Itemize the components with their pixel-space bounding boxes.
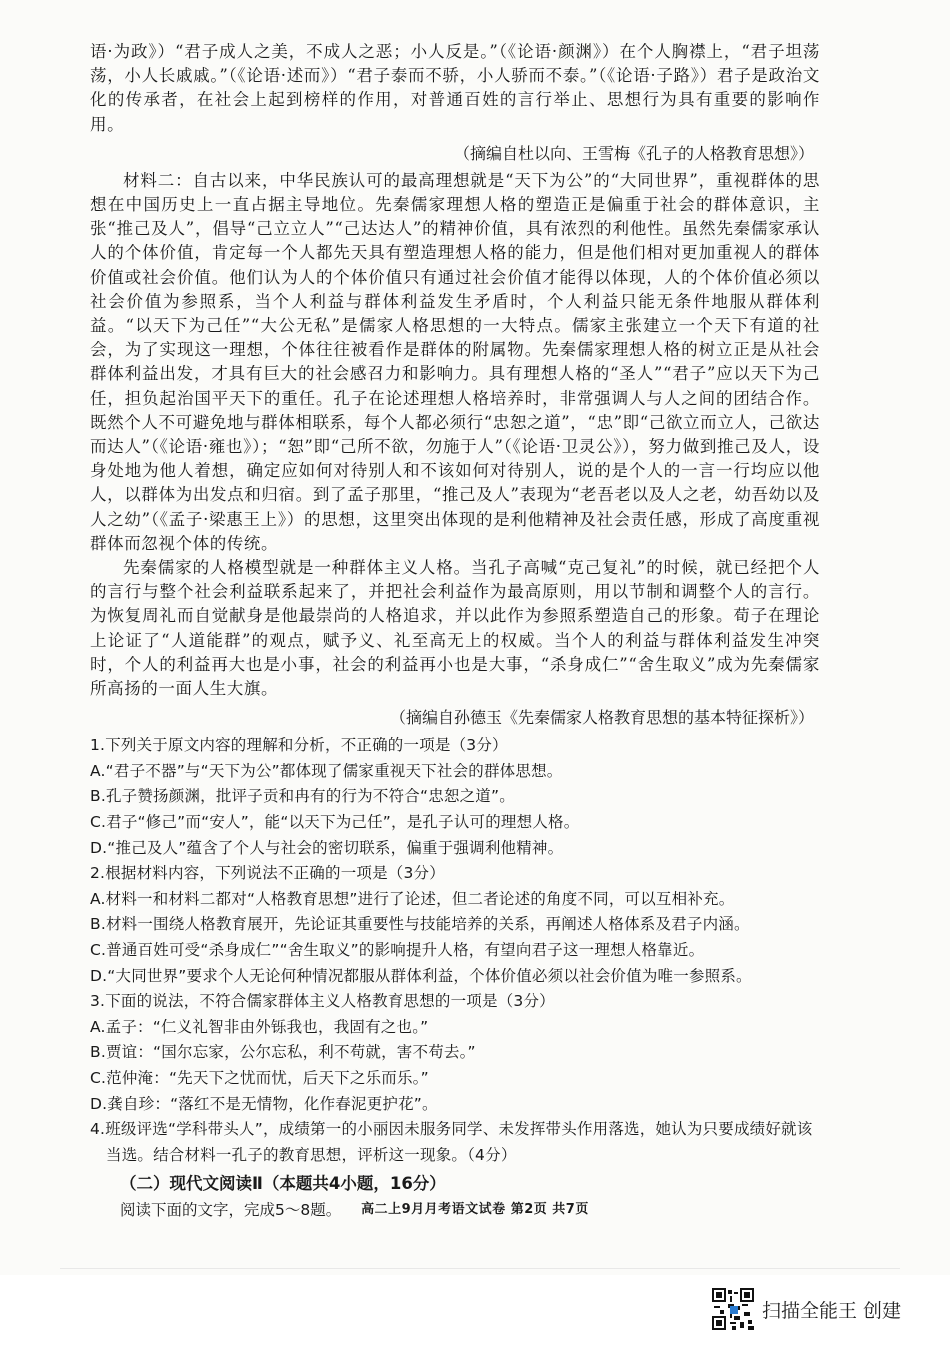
question-1 bbox=[90, 733, 820, 861]
section-title: （二）现代文阅读Ⅱ（本题共4小题，16分） bbox=[120, 1174, 446, 1194]
material1-tail: 语·为政》）“君子成人之美，不成人之恶；小人反是。”（《论语·颜渊》）在个人胸襟上，“君子坦荡荡，小人长戚戚。”（《论语·述而》）“君子泰而不骄，小人骄而不泰。”（《论语·子路》）君子是政治文化的传承者，在社会上起到榜样的作用，对普通百姓的言行举止、思想行为具有重要的影响作用。 bbox=[90, 42, 820, 134]
source-citation-1: （摘编自杜以向、王雪梅《孔子的人格教育思想》） bbox=[453, 143, 814, 163]
option-b: B.贾谊：“国尔忘家，公尔忘私，利不苟就，害不苟去。” bbox=[90, 1043, 476, 1062]
question-stem: 4.班级评选“学科带头人”，成绩第一的小丽因未服务同学、未发挥带头作用落选，她认为只要成绩好就该当选。结合材料一孔子的教育思想，评析这一现象。（4分） bbox=[90, 1120, 813, 1164]
scan-edge-divider bbox=[60, 1268, 900, 1269]
page-content bbox=[90, 40, 820, 1222]
option-d: D.“推己及人”蕴含了个人与社会的密切联系，偏重于强调利他精神。 bbox=[90, 838, 564, 857]
option-b: B.材料一围绕人格教育展开，先论证其重要性与技能培养的关系，再阐述人格体系及君子内涵。 bbox=[90, 915, 750, 934]
scanner-watermark bbox=[712, 1287, 901, 1331]
question-stem: 1.下列关于原文内容的理解和分析，不正确的一项是（3分） bbox=[90, 736, 508, 755]
option-a: A.孟子：“仁义礼智非由外铄我也，我固有之也。” bbox=[90, 1017, 429, 1036]
option-d: D.“大同世界”要求个人无论何种情况都服从群体利益，个体价值必须以社会价值为唯一参照系。 bbox=[90, 966, 752, 985]
question-3 bbox=[90, 989, 820, 1117]
option-b: B.孔子赞扬颜渊，批评子贡和冉有的行为不符合“忠恕之道”。 bbox=[90, 787, 515, 806]
option-c: C.范仲淹：“先天下之忧而忧，后天下之乐而乐。” bbox=[90, 1069, 429, 1087]
source-citation-2: （摘编自孙德玉《先秦儒家人格教育思想的基本特征探析》） bbox=[389, 708, 814, 728]
option-d: D.龚自珍：“落红不是无情物，化作春泥更护花”。 bbox=[90, 1094, 438, 1113]
option-c: C.普通百姓可受“杀身成仁”“舍生取义”的影响提升人格，有望向君子这一理想人格靠近。 bbox=[90, 941, 705, 960]
material2-paragraph-1: 材料二：自古以来，中华民族认可的最高理想就是“天下为公”的“大同世界”，重视群体的思想在中国历史上一直占据主导地位。先秦儒家理想人格的塑造正是偏重于社会的群体意识，主张“推己及人”，倡导“己立立人”“己达达人”的精神价值，具有浓烈的利他性。虽然先秦儒家承认人的个体价值，肯定每一个人都先天具有塑造理想人格的能力，但是他们相对更加重视人的群体价值或社会价值。他们认为人的个体价值只有通过社会价值才能得以体现，人的个体价值必须以社会价值为参照系，当个人利益与群体利益发生矛盾时，个人利益只能无条件地服从群体利益。“以天下为己任”“大公无私”是儒家人格思想的一大特点。儒家主张建立一个天下有道的社会，为了实现这一理想，个体往往被看作是群体的附属物。先秦儒家理想人格的树立正是从社会群体利益出发，才具有巨大的社会感召力和影响力。具有理想人格的“圣人”“君子”应以天下为己任，担负起治国平天下的重任。孔子在论述理想人格培养时，非常强调人与人之间的团结合作。既然个人不可避免地与群体相联系，每个人都必须行“忠恕之道”，“忠”即“己欲立而立人，己欲达而达人”（《论语·雍也》）；“恕”即“己所不欲，勿施于人”（《论语·卫灵公》），努力做到推己及人，设身处地为他人着想，确定应如何对待别人和不该如何对待别人，说的是个人的一言一行均应以他人，以群体为出发点和归宿。到了孟子那里，“推己及人”表现为“老吾老以及人之老，幼吾幼以及人之幼”（《孟子·梁惠王上》）的思想，这里突出体现的是利他精神及社会责任感，形成了高度重视群体而忽视个体的传统。 bbox=[90, 170, 820, 553]
question-2 bbox=[90, 861, 820, 989]
qr-code-icon bbox=[712, 1288, 754, 1330]
option-c: C.君子“修己”而“安人”，能“以天下为己任”，是孔子认可的理想人格。 bbox=[90, 813, 580, 832]
watermark-text: 扫描全能王 创建 bbox=[762, 1299, 902, 1322]
material2-paragraph-2: 先秦儒家的人格模型就是一种群体主义人格。当孔子高喊“克己复礼”的时候，就已经把个人的言行与整个社会利益联系起来了，并把社会利益作为最高原则，用以节制和调整个人的言行。为恢复周礼而自觉献身是他最崇尚的人格追求，并以此作为参照系塑造自己的形象。荀子在理论上论证了“人道能群”的观点，赋予义、礼至高无上的权威。当个人的利益与群体利益发生冲突时，个人的利益再大也是小事，社会的利益再小也是大事，“杀身成仁”“舍生取义”成为先秦儒家所高扬的一面人生大旗。 bbox=[90, 558, 820, 699]
question-4 bbox=[90, 1117, 820, 1168]
reading-instruction: 阅读下面的文字，完成5～8题。 bbox=[120, 1201, 342, 1220]
question-stem: 3.下面的说法，不符合儒家群体主义人格教育思想的一项是（3分） bbox=[90, 992, 555, 1011]
page-footer: 高二上9月月考语文试卷 第2页 共7页 bbox=[361, 1202, 589, 1217]
question-stem: 2.根据材料内容，下列说法不正确的一项是（3分） bbox=[90, 864, 445, 883]
option-a: A.“君子不器”与“天下为公”都体现了儒家重视天下社会的群体思想。 bbox=[90, 761, 563, 780]
option-a: A.材料一和材料二都对“人格教育思想”进行了论述，但二者论述的角度不同，可以互相补充。 bbox=[90, 889, 735, 908]
